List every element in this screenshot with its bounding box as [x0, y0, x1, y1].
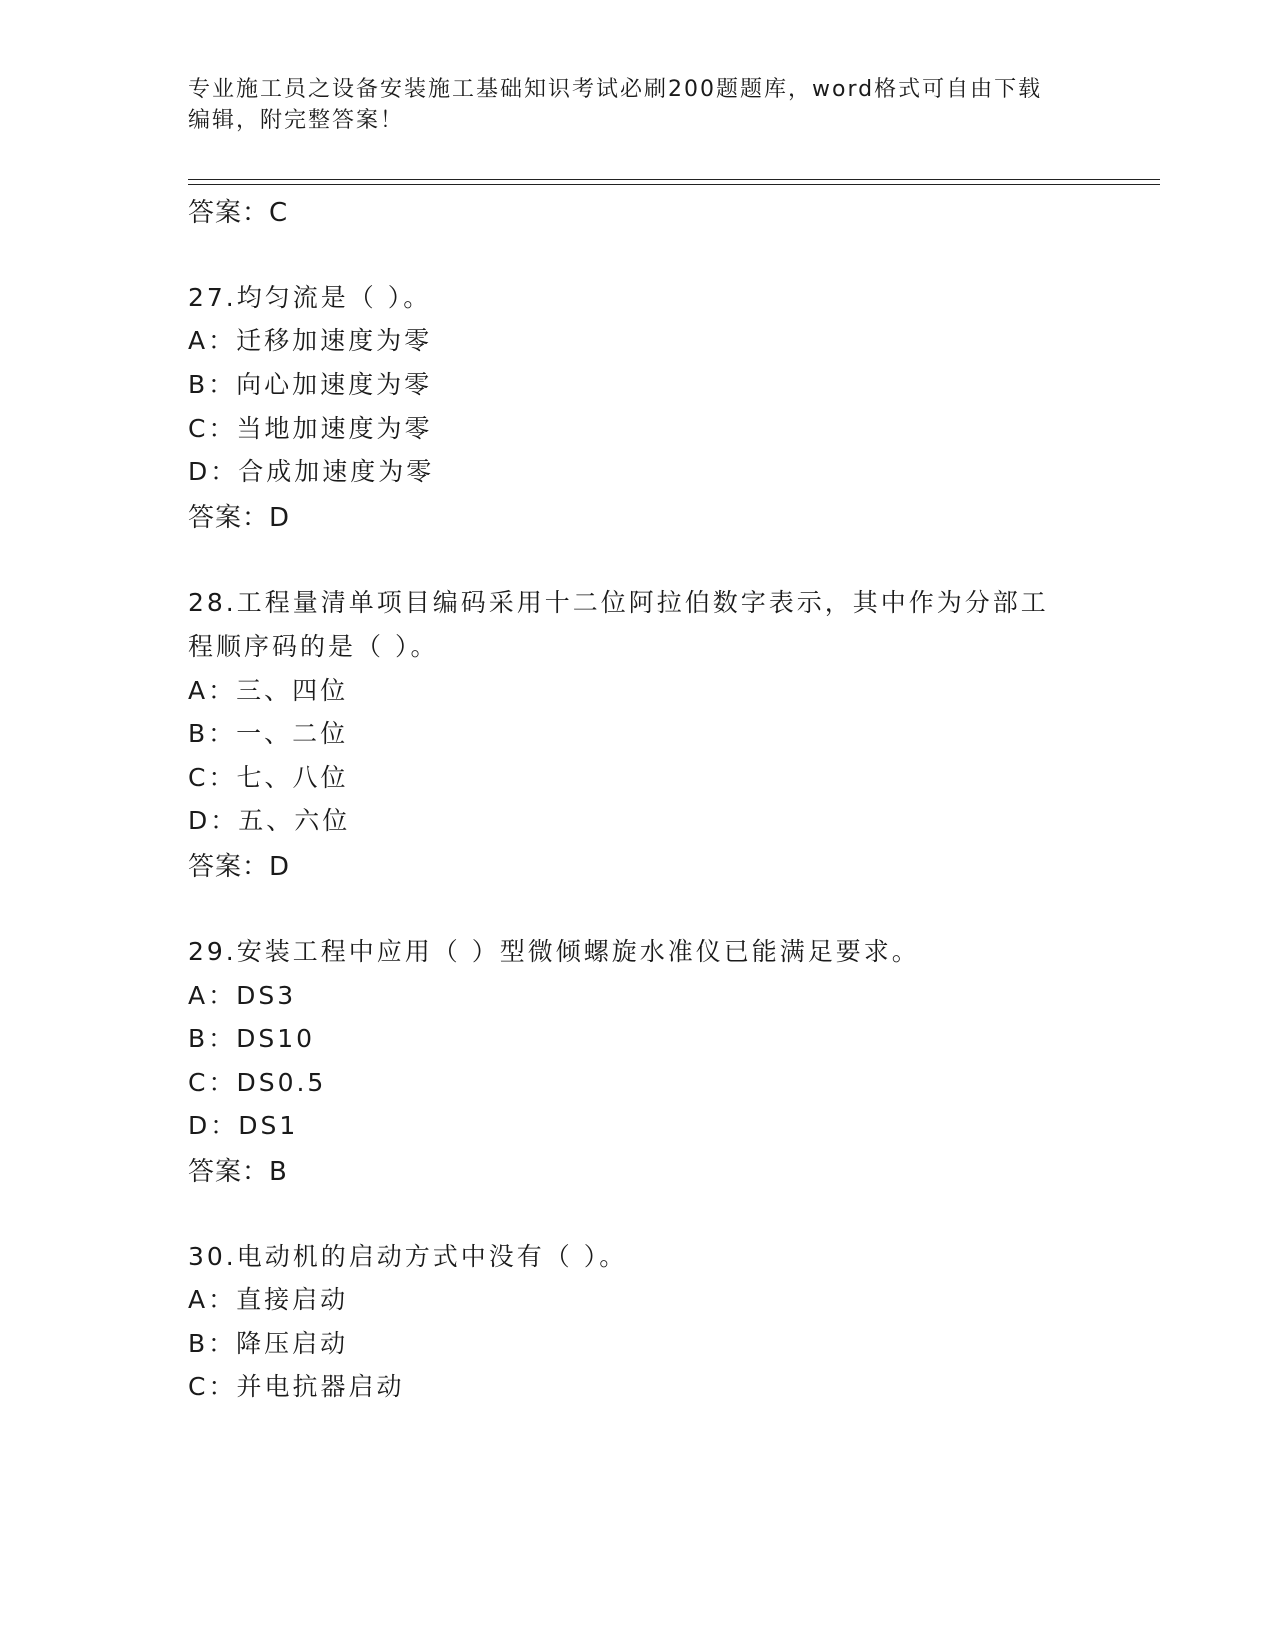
- question-29-option-c: C：DS0.5: [188, 1068, 327, 1097]
- document-header: [188, 74, 1068, 136]
- header-line-2: 编辑，附完整答案！: [188, 108, 405, 133]
- header-divider-top: [188, 179, 1160, 180]
- question-27-option-d: D：合成加速度为零: [188, 457, 435, 486]
- question-29-stem: 29.安装工程中应用（ ）型微倾螺旋水准仪已能满足要求。: [188, 937, 920, 966]
- question-28-stem-line-2: 程顺序码的是（ ）。: [188, 632, 439, 661]
- question-29-option-d: D：DS1: [188, 1111, 299, 1140]
- question-30-stem: 30.电动机的启动方式中没有（ ）。: [188, 1242, 628, 1271]
- question-30-option-c: C：并电抗器启动: [188, 1372, 405, 1401]
- question-29-option-a: A：DS3: [188, 981, 297, 1010]
- question-28-option-a: A：三、四位: [188, 676, 349, 705]
- question-28-answer: 答案：D: [188, 852, 291, 882]
- header-line-1: 专业施工员之设备安装施工基础知识考试必刷200题题库，word格式可自由下载: [188, 77, 1043, 102]
- question-28-option-c: C：七、八位: [188, 763, 349, 792]
- question-28-option-b: B：一、二位: [188, 719, 349, 748]
- previous-answer: 答案：C: [188, 198, 289, 228]
- question-27-answer: 答案：D: [188, 503, 291, 533]
- header-divider-bottom: [188, 184, 1160, 185]
- question-30-option-a: A：直接启动: [188, 1285, 349, 1314]
- question-27-option-a: A：迁移加速度为零: [188, 326, 433, 355]
- question-30-option-b: B：降压启动: [188, 1329, 349, 1358]
- question-28-stem-line-1: 28.工程量清单项目编码采用十二位阿拉伯数字表示，其中作为分部工: [188, 588, 1049, 617]
- question-27-option-b: B：向心加速度为零: [188, 370, 433, 399]
- question-29-answer: 答案：B: [188, 1157, 288, 1187]
- question-27-stem: 27.均匀流是（ ）。: [188, 283, 432, 312]
- question-27-option-c: C：当地加速度为零: [188, 414, 433, 443]
- question-29-option-b: B：DS10: [188, 1024, 316, 1053]
- question-28-option-d: D：五、六位: [188, 806, 351, 835]
